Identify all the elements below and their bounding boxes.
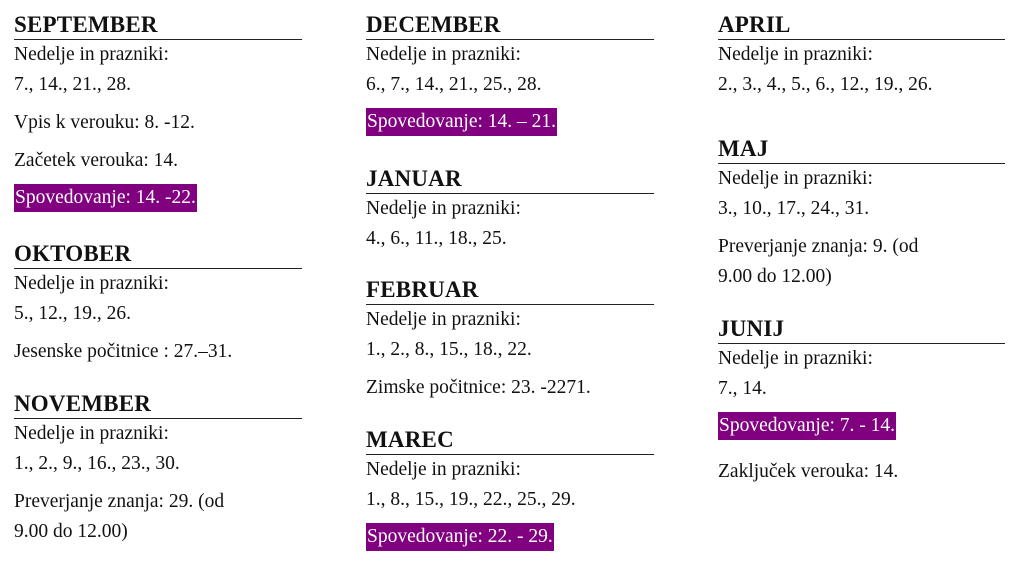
month-december [366,0,654,136]
month-title: JUNIJ [718,304,1005,344]
month-title: JANUAR [366,154,654,194]
sundays-dates: 5., 12., 19., 26. [14,303,131,324]
note: Vpis k verouku: 8. -12. [14,112,195,133]
sundays-dates: 4., 6., 11., 18., 25. [366,228,507,249]
month-november [14,379,302,547]
sundays-dates: 1., 2., 8., 15., 18., 22. [366,339,532,360]
sundays-dates: 2., 3., 4., 5., 6., 12., 19., 26. [718,74,933,95]
month-title: APRIL [718,0,1005,40]
month-maj [718,124,1005,292]
sundays-dates: 7., 14. [718,378,767,399]
month-februar [366,265,654,403]
sundays-label: Nedelje in prazniki: [366,459,521,480]
final-note: Zaključek verouka: 14. [718,461,899,482]
month-title: DECEMBER [366,0,654,40]
month-september [14,0,302,212]
note: 9.00 do 12.00) [14,521,128,542]
confession-highlight: Spovedovanje: 22. - 29. [366,523,554,551]
month-januar [366,154,654,254]
sundays-dates: 6., 7., 14., 21., 25., 28. [366,74,542,95]
sundays-label: Nedelje in prazniki: [366,309,521,330]
sundays-label: Nedelje in prazniki: [14,44,169,65]
month-junij [718,304,1005,487]
note: Začetek verouka: 14. [14,150,179,171]
sundays-label: Nedelje in prazniki: [718,168,873,189]
month-title: OKTOBER [14,229,302,269]
sundays-dates: 1., 8., 15., 19., 22., 25., 29. [366,489,576,510]
sundays-label: Nedelje in prazniki: [718,44,873,65]
note: 9.00 do 12.00) [718,266,832,287]
confession-highlight: Spovedovanje: 14. – 21. [366,108,557,136]
note: Zimske počitnice: 23. -2271. [366,377,591,398]
month-title: MAREC [366,415,654,455]
note: Jesenske počitnice : 27.–31. [14,341,233,362]
month-marec [366,415,654,551]
sundays-dates: 7., 14., 21., 28. [14,74,131,95]
confession-highlight: Spovedovanje: 7. - 14. [718,412,896,440]
sundays-label: Nedelje in prazniki: [366,44,521,65]
note: Preverjanje znanja: 9. (od [718,236,919,257]
sundays-dates: 1., 2., 9., 16., 23., 30. [14,453,180,474]
sundays-dates: 3., 10., 17., 24., 31. [718,198,870,219]
sundays-label: Nedelje in prazniki: [718,348,873,369]
month-oktober [14,229,302,367]
month-title: FEBRUAR [366,265,654,305]
note: Preverjanje znanja: 29. (od [14,491,225,512]
month-title: MAJ [718,124,1005,164]
confession-highlight: Spovedovanje: 14. -22. [14,184,197,212]
month-title: NOVEMBER [14,379,302,419]
sundays-label: Nedelje in prazniki: [14,423,169,444]
sundays-label: Nedelje in prazniki: [366,198,521,219]
sundays-label: Nedelje in prazniki: [14,273,169,294]
month-title: SEPTEMBER [14,0,302,40]
month-april [718,0,1005,100]
